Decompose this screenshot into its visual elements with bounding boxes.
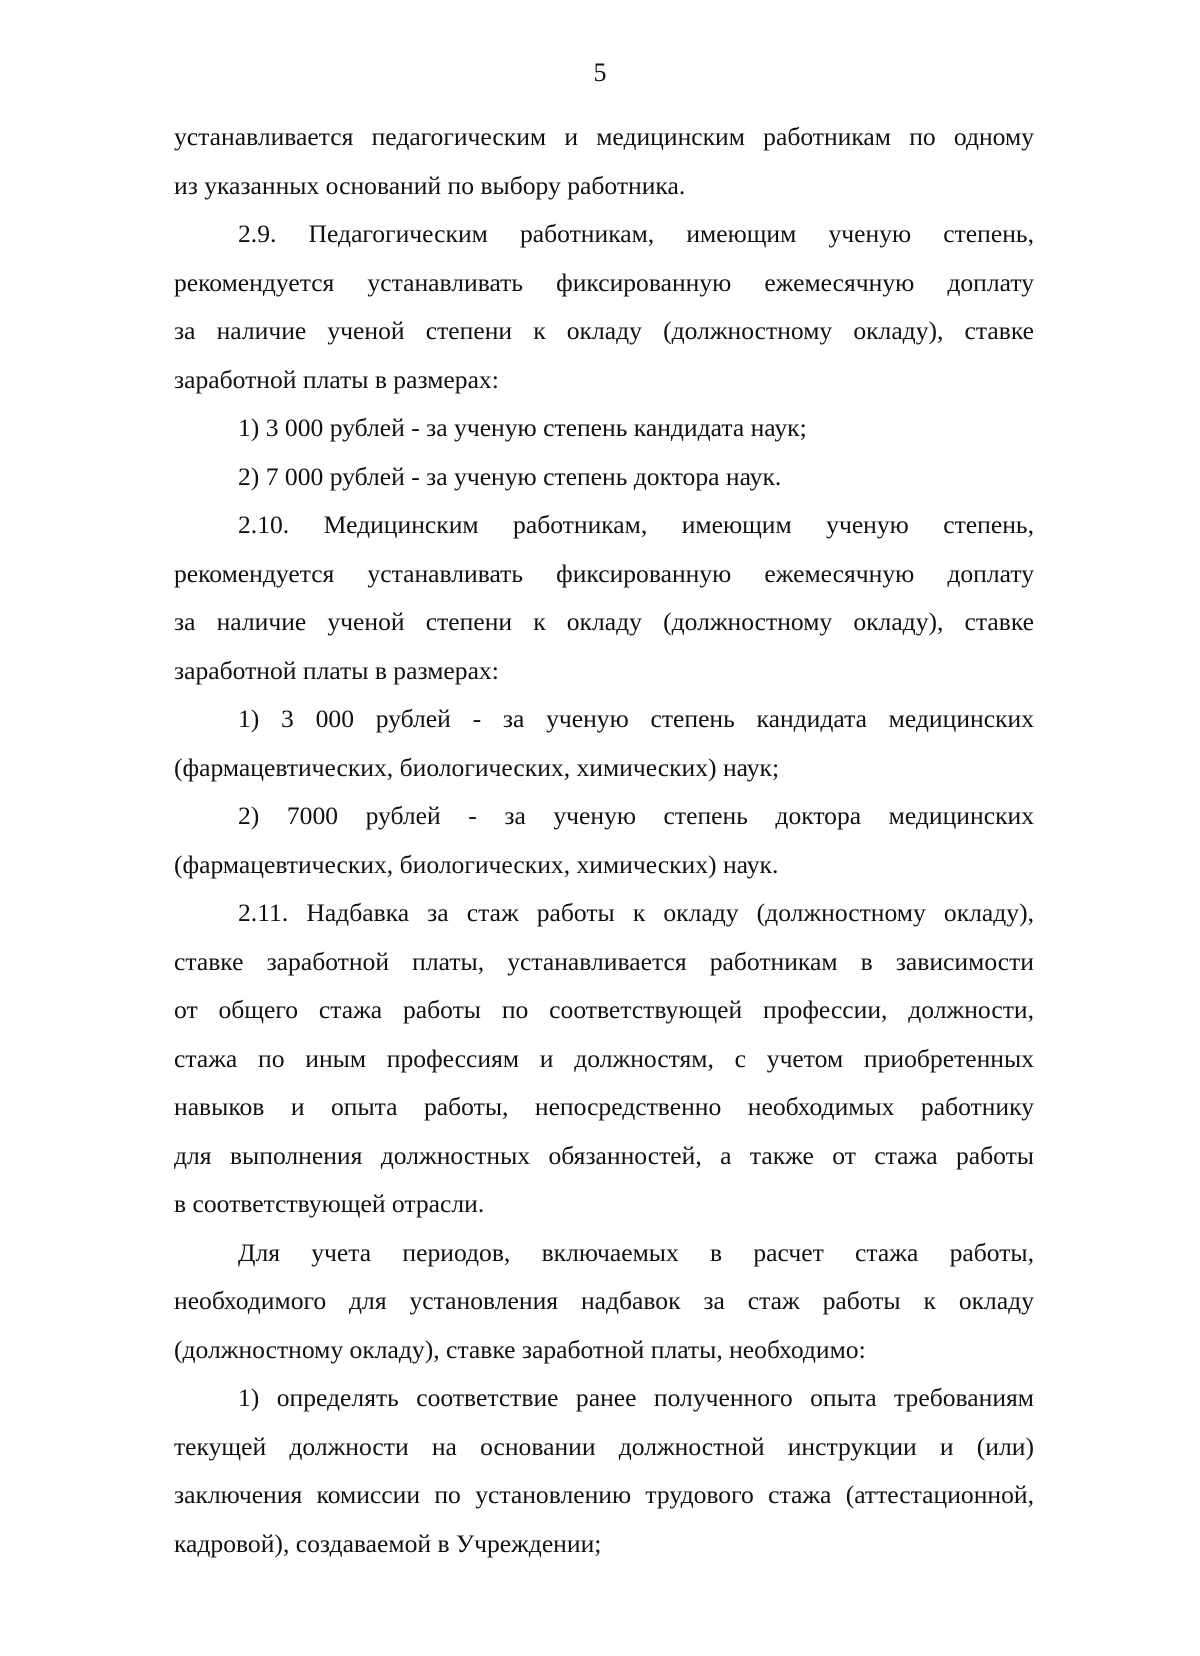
text-line: стажа по иным профессиям и должностям, с учетом приобретенных xyxy=(174,1043,1034,1073)
text-line: 1) 3 000 рублей - за ученую степень кандидата наук; xyxy=(238,413,807,442)
text-line: текущей должности на основании должностной инструкции и (или) xyxy=(174,1431,1034,1461)
text-line: (должностному окладу), ставке заработной платы, необходимо: xyxy=(174,1334,866,1364)
document-body xyxy=(174,113,1034,1568)
text-line: для выполнения должностных обязанностей, а также от стажа работы xyxy=(174,1140,1034,1170)
text-line: заработной платы в размерах: xyxy=(174,655,499,685)
text-line: навыков и опыта работы, непосредственно необходимых работнику xyxy=(174,1092,1034,1121)
text-line: кадровой), создаваемой в Учреждении; xyxy=(174,1528,602,1558)
text-line: заключения комиссии по установлению трудового стажа (аттестационной, xyxy=(174,1480,1034,1509)
text-line: (фармацевтических, биологических, химических) наук; xyxy=(174,752,780,782)
text-line: рекомендуется устанавливать фиксированную ежемесячную доплату xyxy=(174,558,1034,588)
text-line: 1) определять соответствие ранее полученного опыта требованиям xyxy=(238,1383,1034,1412)
text-line: за наличие ученой степени к окладу (должностному окладу), ставке xyxy=(174,316,1034,345)
text-line: (фармацевтических, биологических, химических) наук. xyxy=(174,849,779,879)
text-line: от общего стажа работы по соответствующей профессии, должности, xyxy=(174,995,1034,1024)
text-line: 2.9. Педагогическим работникам, имеющим ученую степень, xyxy=(238,219,1034,248)
text-line: Для учета периодов, включаемых в расчет стажа работы, xyxy=(238,1237,1034,1267)
text-line: рекомендуется устанавливать фиксированную ежемесячную доплату xyxy=(174,267,1034,297)
text-line: необходимого для установления надбавок за стаж работы к окладу xyxy=(174,1286,1034,1315)
text-line: 2) 7000 рублей - за ученую степень доктора медицинских xyxy=(238,801,1034,830)
text-line: в соответствующей отрасли. xyxy=(174,1189,485,1218)
text-line: 1) 3 000 рублей - за ученую степень кандидата медицинских xyxy=(238,704,1034,733)
text-line: заработной платы в размерах: xyxy=(174,364,499,394)
text-line: 2) 7 000 рублей - за ученую степень доктора наук. xyxy=(238,461,782,491)
text-line: за наличие ученой степени к окладу (должностному окладу), ставке xyxy=(174,607,1034,636)
page-number: 5 xyxy=(593,58,607,87)
text-line: ставке заработной платы, устанавливается работникам в зависимости xyxy=(174,946,1034,976)
text-line: устанавливается педагогическим и медицинским работникам по одному xyxy=(174,122,1034,151)
text-line: из указанных оснований по выбору работника. xyxy=(174,170,686,200)
text-line: 2.11. Надбавка за стаж работы к окладу (должностному окладу), xyxy=(238,898,1034,927)
text-line: 2.10. Медицинским работникам, имеющим ученую степень, xyxy=(238,510,1034,539)
